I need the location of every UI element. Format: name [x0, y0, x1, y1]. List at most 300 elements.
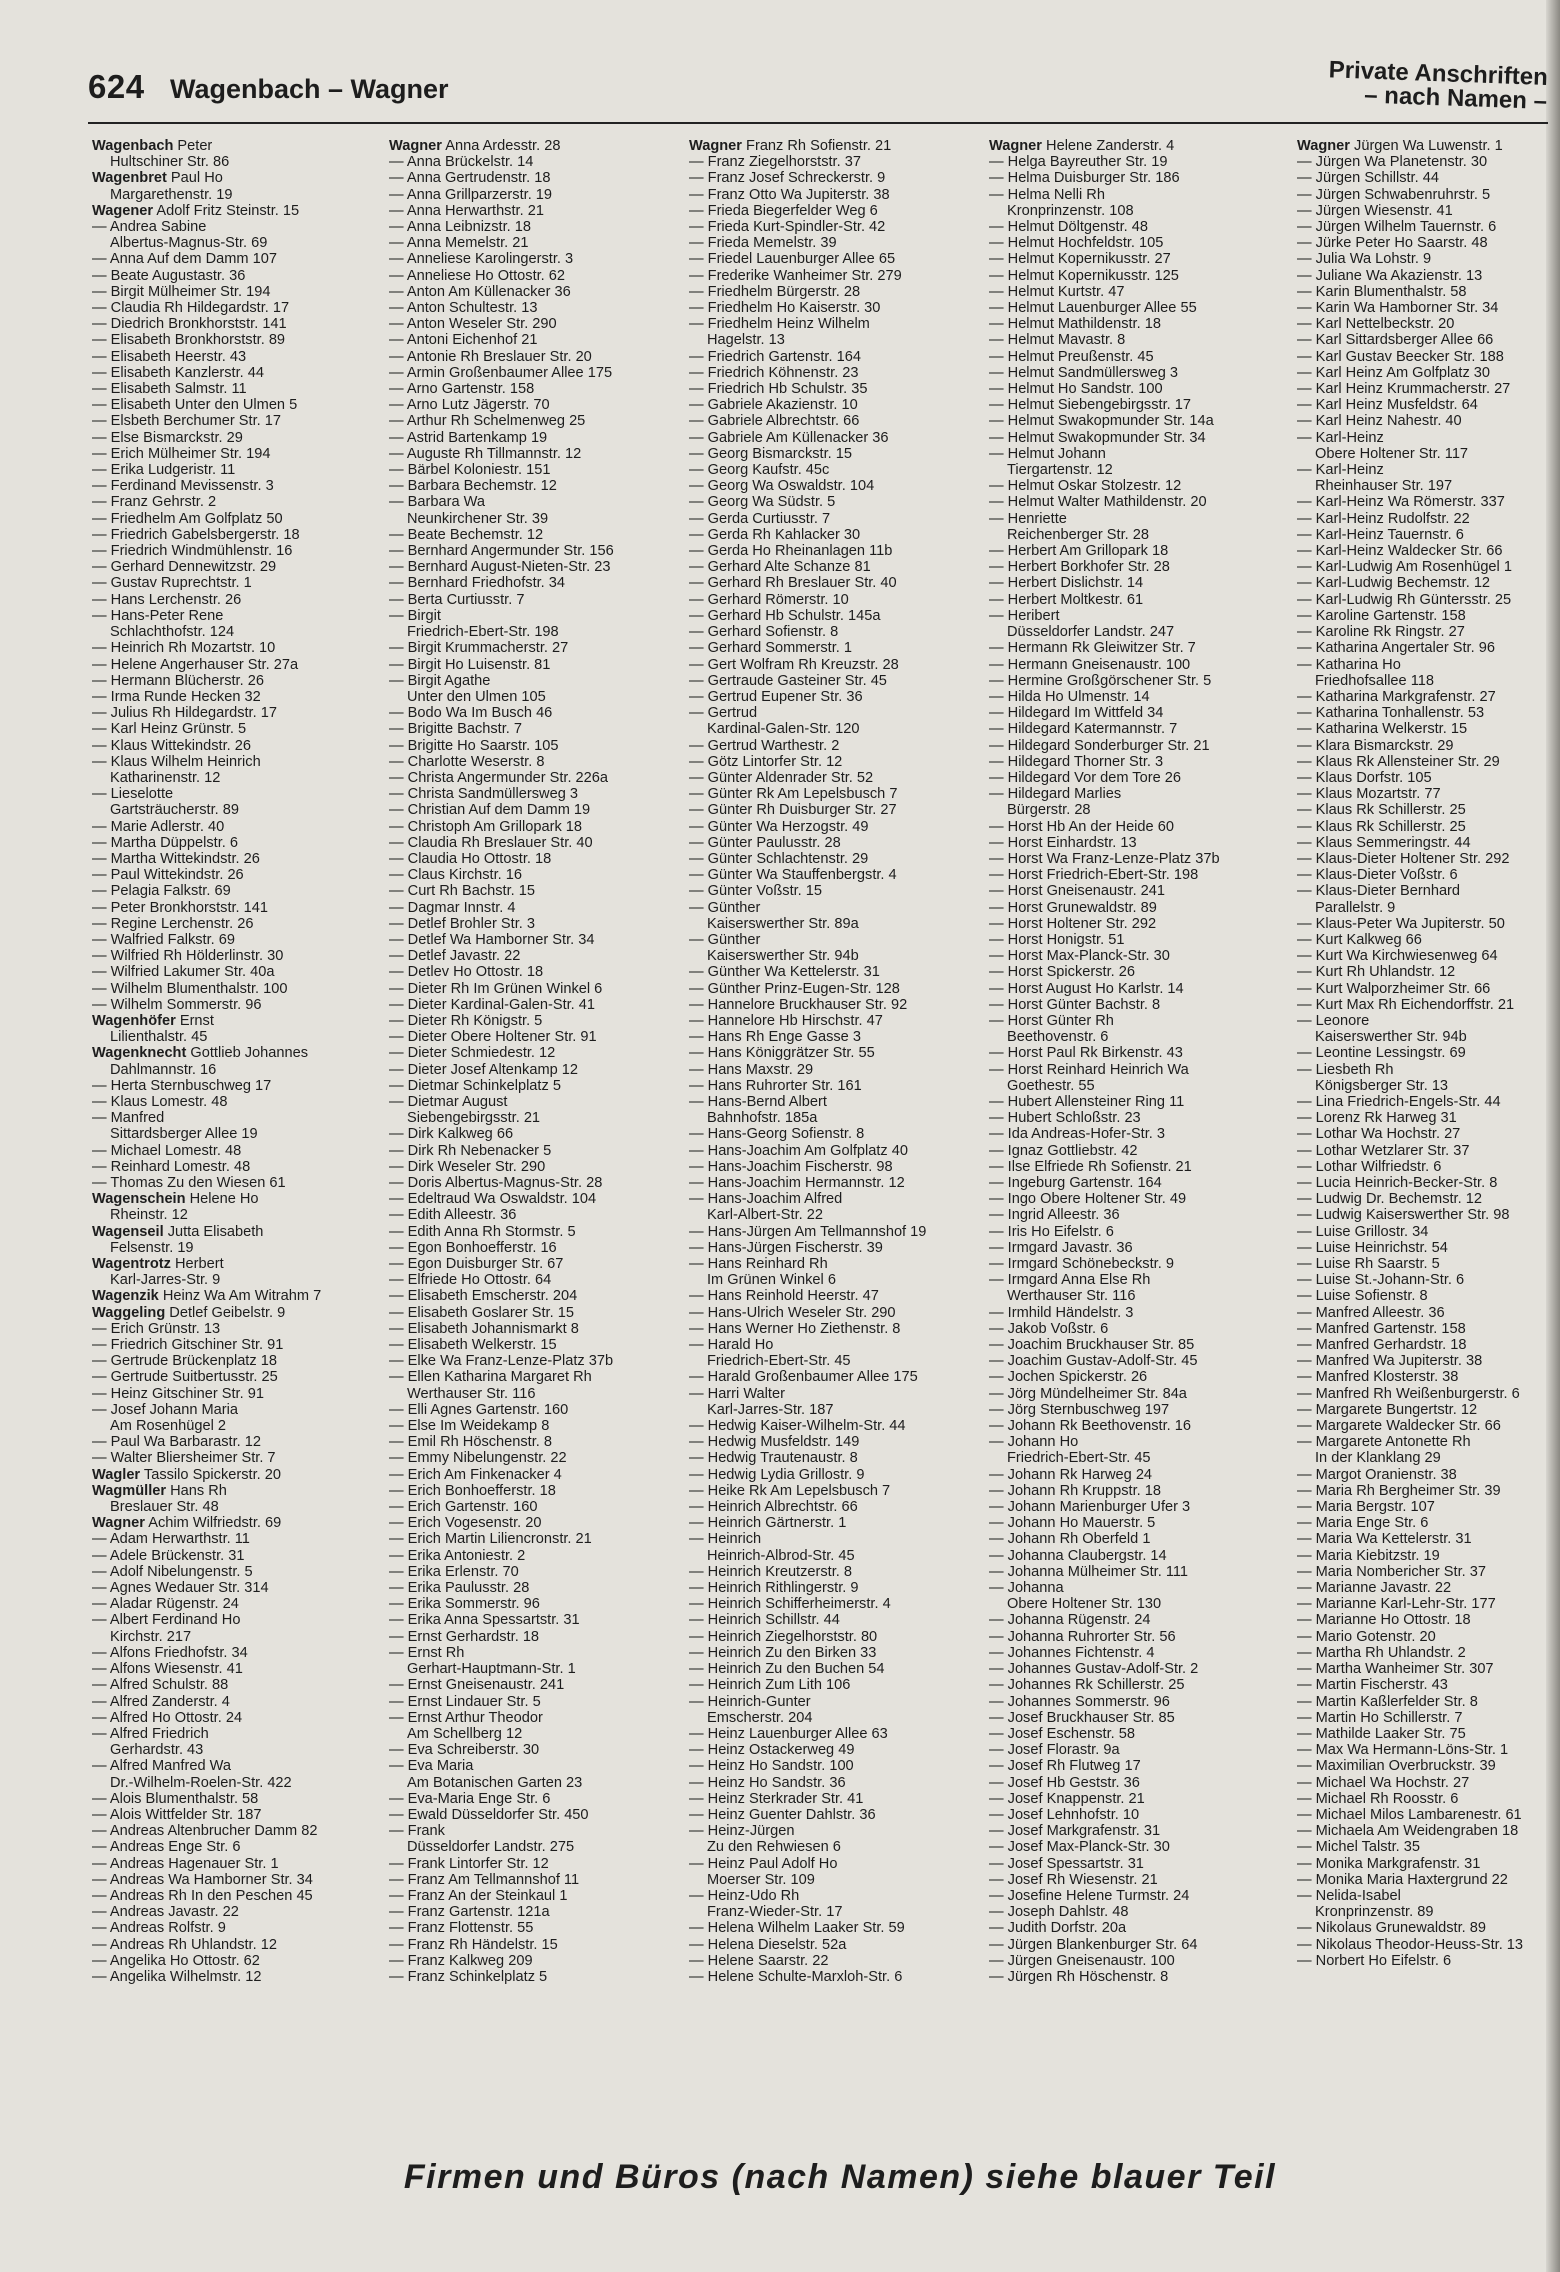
directory-entry [389, 1694, 687, 1710]
directory-entry [92, 559, 390, 575]
entry-text: — Lothar Wa Hochstr. 27 [1297, 1126, 1461, 1143]
directory-entry [389, 559, 687, 575]
entry-text: Königsberger Str. 13 [1315, 1077, 1449, 1094]
entry-text: Peter [173, 138, 213, 154]
entry-text: — Ingo Obere Holtener Str. 49 [989, 1191, 1187, 1208]
entry-text: Heinz Wa Am Witrahm 7 [158, 1288, 322, 1305]
entry-text: — Arthur Rh Schelmenweg 25 [389, 413, 586, 430]
directory-entry [989, 1434, 1287, 1450]
directory-entry [389, 964, 687, 980]
directory-entry [989, 754, 1287, 770]
directory-entry [389, 1920, 687, 1936]
directory-entry [92, 219, 390, 235]
directory-entry [1297, 1353, 1552, 1369]
entry-text: — Helmut Mavastr. 8 [989, 332, 1126, 349]
directory-entry [1297, 413, 1552, 429]
directory-entry [389, 1612, 687, 1628]
directory-entry [689, 1126, 987, 1142]
directory-entry [989, 1677, 1287, 1693]
entry-text: Ernst [175, 1012, 214, 1029]
directory-entry [92, 640, 390, 656]
directory-entry [389, 1645, 687, 1661]
directory-entry [689, 494, 987, 510]
directory-entry [389, 1045, 687, 1061]
directory-entry [689, 1531, 987, 1547]
entry-text: — Monika Markgrafenstr. 31 [1297, 1855, 1481, 1872]
directory-entry [689, 1256, 987, 1272]
directory-entry [989, 219, 1287, 235]
directory-entry [989, 997, 1287, 1013]
entry-text: — Helmut Sandmüllersweg 3 [989, 364, 1178, 381]
entry-text: — Barbara Wa [389, 494, 485, 511]
entry-text: — Kurt Max Rh Eichendorffstr. 21 [1297, 996, 1515, 1013]
entry-text: — Klaus Lomestr. 48 [92, 1093, 228, 1110]
entry-text: — Claudia Rh Breslauer Str. 40 [389, 834, 593, 851]
entry-text: — Hans-Joachim Hermannstr. 12 [689, 1175, 905, 1191]
entry-text: — Klaus-Dieter Bernhard [1297, 883, 1461, 900]
directory-entry [1297, 916, 1552, 932]
entry-text: — Nelida-Isabel [1297, 1887, 1401, 1904]
entry-text: — Christian Auf dem Damm 19 [389, 802, 591, 819]
directory-entry [92, 932, 390, 948]
directory-entry [989, 575, 1287, 591]
entry-text: — Johanna Ruhrorter Str. 56 [989, 1628, 1176, 1645]
entry-text: — Karl-Heinz Rudolfstr. 22 [1297, 510, 1470, 527]
directory-entry [92, 1677, 390, 1693]
entry-text: — Franz Gehrstr. 2 [92, 494, 217, 511]
entry-text: — Franz Flottenstr. 55 [389, 1920, 534, 1937]
footer-note: Firmen und Büros (nach Namen) siehe blauer Teil [403, 2158, 1277, 2196]
directory-entry [689, 1207, 987, 1223]
entry-text: — Franz Schinkelplatz 5 [389, 1968, 548, 1985]
entry-text: — Karl-Heinz Wa Römerstr. 337 [1297, 494, 1505, 511]
entry-text: — Anna Herwarthstr. 21 [389, 202, 544, 219]
entry-text: Moerser Str. 109 [707, 1871, 815, 1888]
entry-text: — Friedhelm Am Golfplatz 50 [92, 510, 283, 527]
directory-entry [689, 478, 987, 494]
entry-text: Jutta Elisabeth [163, 1223, 264, 1240]
entry-text: — Maria Wa Kettelerstr. 31 [1297, 1531, 1472, 1548]
entry-text: — Christa Angermunder Str. 226a [389, 769, 609, 786]
directory-entry [689, 1045, 987, 1061]
directory-entry [989, 1272, 1287, 1288]
directory-entry [389, 1548, 687, 1564]
entry-text: — Dietmar August [389, 1093, 508, 1110]
directory-entry [92, 235, 390, 251]
entry-text: — Herbert Dislichstr. 14 [989, 575, 1144, 592]
entry-text: — Bernhard Angermunder Str. 156 [389, 543, 614, 560]
entry-text: — Birgit Ho Luisenstr. 81 [389, 656, 551, 673]
entry-text: — Klaus Mozartstr. 77 [1297, 786, 1441, 803]
entry-text: — Ewald Düsseldorfer Str. 450 [389, 1806, 589, 1823]
entry-text: — Helmut Oskar Stolzestr. 12 [989, 478, 1182, 495]
entry-text: — Klaus Wilhelm Heinrich [92, 753, 261, 770]
entry-text: — Adam Herwarthstr. 11 [92, 1531, 250, 1548]
directory-entry [389, 1386, 687, 1402]
entry-text: — Alfred Zanderstr. 4 [92, 1693, 230, 1710]
directory-entry [989, 1548, 1287, 1564]
entry-text: — Manfred Gartenstr. 158 [1297, 1320, 1466, 1337]
entry-text: — Michael Wa Hochstr. 27 [1297, 1774, 1470, 1791]
entry-text: — Wilfried Lakumer Str. 40a [92, 964, 275, 981]
entry-text: — Friedrich Gabelsbergerstr. 18 [92, 526, 300, 543]
entry-text: — Leonore [1297, 1012, 1370, 1029]
directory-entry [1297, 900, 1552, 916]
directory-entry [92, 1694, 390, 1710]
directory-entry [689, 1402, 987, 1418]
entry-text: — Julia Wa Lohstr. 9 [1297, 251, 1432, 268]
directory-entry [92, 413, 390, 429]
directory-entry [989, 1629, 1287, 1645]
entry-text: — Johann Rh Oberfeld 1 [989, 1531, 1151, 1548]
entry-text: — Gert Wolfram Rh Kreuzstr. 28 [689, 656, 899, 673]
directory-entry [689, 786, 987, 802]
entry-text: — Elisabeth Goslarer Str. 15 [389, 1304, 574, 1321]
directory-entry [689, 1062, 987, 1078]
entry-text: — Friedhelm Bürgerstr. 28 [689, 283, 861, 300]
entry-text: — Liesbeth Rh [1297, 1061, 1394, 1078]
directory-entry [989, 1580, 1287, 1596]
entry-text: — Hans-Jürgen Fischerstr. 39 [689, 1239, 883, 1256]
entry-text: — Gerda Rh Kahlacker 30 [689, 526, 861, 543]
entry-text: — Jakob Voßstr. 6 [989, 1320, 1109, 1337]
entry-text: — Karoline Rk Ringstr. 27 [1297, 624, 1465, 641]
entry-text: — Marianne Javastr. 22 [1297, 1580, 1452, 1597]
directory-entry [92, 1969, 390, 1985]
entry-text: — Günter Rk Am Lepelsbusch 7 [689, 786, 898, 803]
directory-entry [92, 1256, 390, 1272]
entry-text: — Helmut Kurtstr. 47 [989, 283, 1125, 300]
directory-entry [1297, 1126, 1552, 1142]
directory-entry [1297, 1612, 1552, 1628]
entry-text: — Thomas Zu den Wiesen 61 [92, 1175, 286, 1191]
directory-entry [1297, 1467, 1552, 1483]
entry-text: — Hilda Ho Ulmenstr. 14 [989, 688, 1150, 705]
entry-text: — Gerhard Hb Schulstr. 145a [689, 607, 881, 624]
directory-entry [1297, 657, 1552, 673]
directory-entry [1297, 1888, 1552, 1904]
directory-entry [1297, 1758, 1552, 1774]
entry-text: — Andreas Enge Str. 6 [92, 1839, 241, 1856]
entry-text: — Bärbel Koloniestr. 151 [389, 462, 551, 479]
directory-entry [92, 300, 390, 316]
entry-text: Kaiserswerther Str. 89a [707, 915, 859, 932]
directory-entry [389, 349, 687, 365]
entry-text: — Andreas Wa Hamborner Str. 34 [92, 1871, 313, 1888]
entry-text: — Antoni Eichenhof 21 [389, 332, 538, 349]
entry-text: — Manfred Gerhardstr. 18 [1297, 1337, 1467, 1354]
directory-entry [1297, 592, 1552, 608]
directory-entry [989, 1110, 1287, 1126]
entry-text: — Josef Rh Flutweg 17 [989, 1758, 1141, 1775]
directory-entry [1297, 673, 1552, 689]
directory-entry [389, 1207, 687, 1223]
surname-heading: Wagner [92, 1515, 145, 1532]
surname-heading: Wagenschein [92, 1191, 186, 1208]
entry-text: Heinrich-Albrod-Str. 45 [707, 1547, 855, 1564]
entry-text: — Günther [689, 899, 761, 916]
directory-entry [689, 916, 987, 932]
entry-text: — Jürke Peter Ho Saarstr. 48 [1297, 235, 1488, 252]
directory-entry [92, 284, 390, 300]
directory-entry [689, 462, 987, 478]
directory-entry [989, 1143, 1287, 1159]
entry-text: — Götz Lintorfer Str. 12 [689, 753, 843, 770]
directory-entry [92, 543, 390, 559]
directory-entry [1297, 1694, 1552, 1710]
directory-entry [1297, 430, 1552, 446]
entry-text: — Johanna Rügenstr. 24 [989, 1612, 1151, 1629]
directory-entry [1297, 1807, 1552, 1823]
directory-entry [1297, 1920, 1552, 1936]
directory-entry [1297, 332, 1552, 348]
directory-entry [989, 1207, 1287, 1223]
directory-entry [1297, 1499, 1552, 1515]
directory-entry [389, 1629, 687, 1645]
surname-heading: Wagner [1297, 138, 1350, 154]
entry-text: — Karl Heinz Am Golfplatz 30 [1297, 364, 1491, 381]
directory-entry [1297, 381, 1552, 397]
directory-entry [1297, 170, 1552, 186]
directory-column-3 [689, 138, 987, 2150]
directory-entry [689, 640, 987, 656]
directory-entry [989, 1645, 1287, 1661]
entry-text: — Klaus Dorfstr. 105 [1297, 769, 1432, 786]
directory-entry [689, 802, 987, 818]
entry-text: — Karl Heinz Nahestr. 40 [1297, 413, 1462, 430]
entry-text: — Detlef Javastr. 22 [389, 948, 521, 965]
entry-text: — Heinrich Gärtnerstr. 1 [689, 1515, 847, 1532]
directory-entry [989, 349, 1287, 365]
directory-entry [989, 284, 1287, 300]
entry-text: Neunkirchener Str. 39 [407, 510, 549, 527]
directory-entry [689, 657, 987, 673]
entry-text: — Adele Brückenstr. 31 [92, 1547, 245, 1564]
entry-text: — Dirk Weseler Str. 290 [389, 1158, 546, 1175]
entry-text: — Heinrich Schifferheimerstr. 4 [689, 1596, 891, 1613]
entry-text: — Alois Wittfelder Str. 187 [92, 1806, 262, 1823]
entry-text: — Nikolaus Theodor-Heuss-Str. 13 [1297, 1936, 1524, 1953]
entry-text: — Manfred Rh Weißenburgerstr. 6 [1297, 1385, 1520, 1402]
entry-text: — Franz Otto Wa Jupiterstr. 38 [689, 186, 890, 203]
entry-text: — Juliane Wa Akazienstr. 13 [1297, 267, 1483, 284]
directory-entry [389, 187, 687, 203]
entry-text: — Karl Sittardsberger Allee 66 [1297, 332, 1494, 349]
directory-entry [389, 1596, 687, 1612]
entry-text: — Maximilian Overbruckstr. 39 [1297, 1758, 1496, 1775]
directory-entry [689, 754, 987, 770]
directory-entry [989, 559, 1287, 575]
entry-text: — Jürgen Schillstr. 44 [1297, 170, 1439, 187]
directory-entry [389, 1369, 687, 1385]
directory-entry [92, 1240, 390, 1256]
directory-entry [92, 1661, 390, 1677]
directory-entry [92, 1272, 390, 1288]
entry-text: — Margarete Antonette Rh [1297, 1434, 1471, 1451]
entry-text: — Egon Bonhoefferstr. 16 [389, 1239, 557, 1256]
entry-text: — Jürgen Schwabenruhrstr. 5 [1297, 186, 1491, 203]
entry-text: — Birgit [389, 607, 441, 624]
entry-text: — Bodo Wa Im Busch 46 [389, 705, 553, 722]
directory-entry [389, 203, 687, 219]
directory-entry [689, 1418, 987, 1434]
directory-entry [389, 1791, 687, 1807]
entry-text: — Dieter Rh Königstr. 5 [389, 1012, 543, 1029]
entry-text: — Erich Vogesenstr. 20 [389, 1515, 542, 1532]
directory-entry [689, 1434, 987, 1450]
directory-entry [389, 1758, 687, 1774]
directory-entry [689, 203, 987, 219]
surname-heading: Wagler [92, 1466, 141, 1483]
directory-entry [92, 251, 390, 267]
surname-heading: Wagenbach [92, 138, 174, 154]
entry-text: — Johannes Gustav-Adolf-Str. 2 [989, 1661, 1199, 1678]
entry-text: Am Botanischen Garten 23 [407, 1774, 583, 1791]
directory-entry [389, 268, 687, 284]
directory-entry [389, 1321, 687, 1337]
entry-text: — Heinrich Schillstr. 44 [689, 1612, 840, 1629]
directory-entry [1297, 1645, 1552, 1661]
entry-text: — Herbert Moltkestr. 61 [989, 591, 1144, 608]
entry-text: Helene Zanderstr. 4 [1041, 138, 1175, 154]
entry-text: Felsenstr. 19 [110, 1239, 194, 1256]
entry-text: — Günter Rh Duisburger Str. 27 [689, 802, 897, 819]
directory-entry [689, 1110, 987, 1126]
directory-entry [689, 1499, 987, 1515]
entry-text: — Emmy Nibelungenstr. 22 [389, 1450, 567, 1467]
entry-text: — Heinz Lauenburger Allee 63 [689, 1725, 888, 1742]
entry-text: — Michael Lomestr. 48 [92, 1142, 242, 1159]
entry-text: — Hannelore Bruckhauser Str. 92 [689, 996, 908, 1013]
entry-text: — Helmut Ho Sandstr. 100 [989, 381, 1163, 398]
entry-text: Kirchstr. 217 [110, 1628, 192, 1645]
directory-entry [1297, 300, 1552, 316]
entry-text: — Michaela Am Weidengraben 18 [1297, 1823, 1519, 1840]
entry-text: — Ilse Elfriede Rh Sofienstr. 21 [989, 1158, 1192, 1175]
directory-entry [689, 1483, 987, 1499]
directory-entry [1297, 770, 1552, 786]
entry-text: — Anneliese Ho Ottostr. 62 [389, 267, 566, 284]
directory-entry [92, 624, 390, 640]
directory-entry [989, 1742, 1287, 1758]
directory-entry [989, 1418, 1287, 1434]
directory-entry [92, 1078, 390, 1094]
entry-text: — Heinz Ho Sandstr. 100 [689, 1758, 854, 1775]
entry-text: — Margarete Bungertstr. 12 [1297, 1401, 1478, 1418]
entry-text: — Hans Werner Ho Ziethenstr. 8 [689, 1320, 901, 1337]
entry-text: — Gerda Curtiusstr. 7 [689, 510, 831, 527]
directory-entry [389, 1272, 687, 1288]
entry-text: — Georg Wa Südstr. 5 [689, 494, 836, 511]
directory-entry [389, 1288, 687, 1304]
directory-entry [1297, 689, 1552, 705]
entry-text: — Anton Weseler Str. 290 [389, 316, 557, 333]
entry-text: — Alfons Wiesenstr. 41 [92, 1661, 243, 1678]
entry-text: — Dietmar Schinkelplatz 5 [389, 1077, 561, 1094]
directory-entry [989, 1045, 1287, 1061]
entry-text: — Hans Ruhrorter Str. 161 [689, 1077, 862, 1094]
directory-entry [989, 1791, 1287, 1807]
entry-text: — Klara Bismarckstr. 29 [1297, 737, 1454, 754]
entry-text: — Horst Günter Bachstr. 8 [989, 996, 1161, 1013]
entry-text: — Regine Lerchenstr. 26 [92, 915, 254, 932]
directory-entry [1297, 494, 1552, 510]
entry-text: — Wilfried Rh Hölderlinstr. 30 [92, 948, 284, 965]
entry-text: — Josef Markgrafenstr. 31 [989, 1823, 1161, 1840]
entry-text: — Ignaz Gottliebstr. 42 [989, 1142, 1138, 1159]
directory-entry [989, 1531, 1287, 1547]
directory-entry [689, 1645, 987, 1661]
directory-entry [389, 1078, 687, 1094]
entry-text: — Christa Sandmüllersweg 3 [389, 786, 578, 803]
entry-text: — Martin Ho Schillerstr. 7 [1297, 1709, 1463, 1726]
entry-text: — Dagmar Innstr. 4 [389, 899, 516, 916]
entry-text: — Josef Rh Wiesenstr. 21 [989, 1871, 1158, 1888]
directory-entry [92, 916, 390, 932]
directory-entry [92, 1580, 390, 1596]
directory-entry [389, 1807, 687, 1823]
entry-text: Zu den Rehwiesen 6 [707, 1839, 841, 1856]
directory-entry [689, 219, 987, 235]
directory-entry [689, 1143, 987, 1159]
entry-text: — Alfred Friedrich [92, 1725, 209, 1742]
directory-entry [989, 1564, 1287, 1580]
directory-entry [92, 1305, 390, 1321]
entry-text: — Hannelore Hb Hirschstr. 47 [689, 1012, 883, 1029]
entry-text: Paul Ho [166, 170, 223, 187]
directory-entry [989, 1872, 1287, 1888]
entry-text: — Lorenz Rk Harweg 31 [1297, 1110, 1457, 1127]
directory-entry [389, 640, 687, 656]
directory-entry [689, 1450, 987, 1466]
entry-text: — Helmut Preußenstr. 45 [989, 348, 1154, 365]
entry-text: — Josef Hb Geststr. 36 [989, 1774, 1140, 1791]
entry-text: Siebengebirgsstr. 21 [407, 1110, 541, 1127]
directory-entry [92, 964, 390, 980]
directory-entry [989, 786, 1287, 802]
directory-entry [1297, 1418, 1552, 1434]
entry-text: Kaiserswerther Str. 94b [707, 948, 859, 965]
entry-text: — Herbert Am Grillopark 18 [989, 543, 1169, 560]
directory-entry [92, 786, 390, 802]
entry-text: — Marianne Ho Ottostr. 18 [1297, 1612, 1471, 1629]
entry-text: — Dieter Josef Altenkamp 12 [389, 1061, 578, 1078]
entry-text: — Anneliese Karolingerstr. 3 [389, 251, 574, 268]
entry-text: — Heinrich-Gunter [689, 1693, 811, 1710]
directory-entry [989, 851, 1287, 867]
entry-text: Beethovenstr. 6 [1007, 1029, 1109, 1046]
directory-entry [689, 851, 987, 867]
page-header [88, 56, 1549, 124]
entry-text: — Manfred Alleestr. 36 [1297, 1304, 1445, 1321]
entry-text: — Ludwig Kaiserswerther Str. 98 [1297, 1207, 1510, 1224]
entry-text: — Gertrude Suitbertusstr. 25 [92, 1369, 278, 1386]
entry-text: — Ingrid Alleestr. 36 [989, 1207, 1120, 1224]
directory-entry [689, 608, 987, 624]
entry-text: — Heinrich Kreutzerstr. 8 [689, 1563, 853, 1580]
entry-text: — Dieter Kardinal-Galen-Str. 41 [389, 996, 596, 1013]
directory-entry [689, 1775, 987, 1791]
entry-text: Achim Wilfriedstr. 69 [144, 1515, 282, 1532]
directory-entry [1297, 1110, 1552, 1126]
directory-entry [389, 284, 687, 300]
entry-text: — Horst Spickerstr. 26 [989, 964, 1135, 981]
entry-text: — Irmgard Javastr. 36 [989, 1239, 1133, 1256]
directory-entry [1297, 721, 1552, 737]
directory-entry [389, 316, 687, 332]
directory-entry [689, 1240, 987, 1256]
entry-text: — Maria Nombericher Str. 37 [1297, 1563, 1486, 1580]
